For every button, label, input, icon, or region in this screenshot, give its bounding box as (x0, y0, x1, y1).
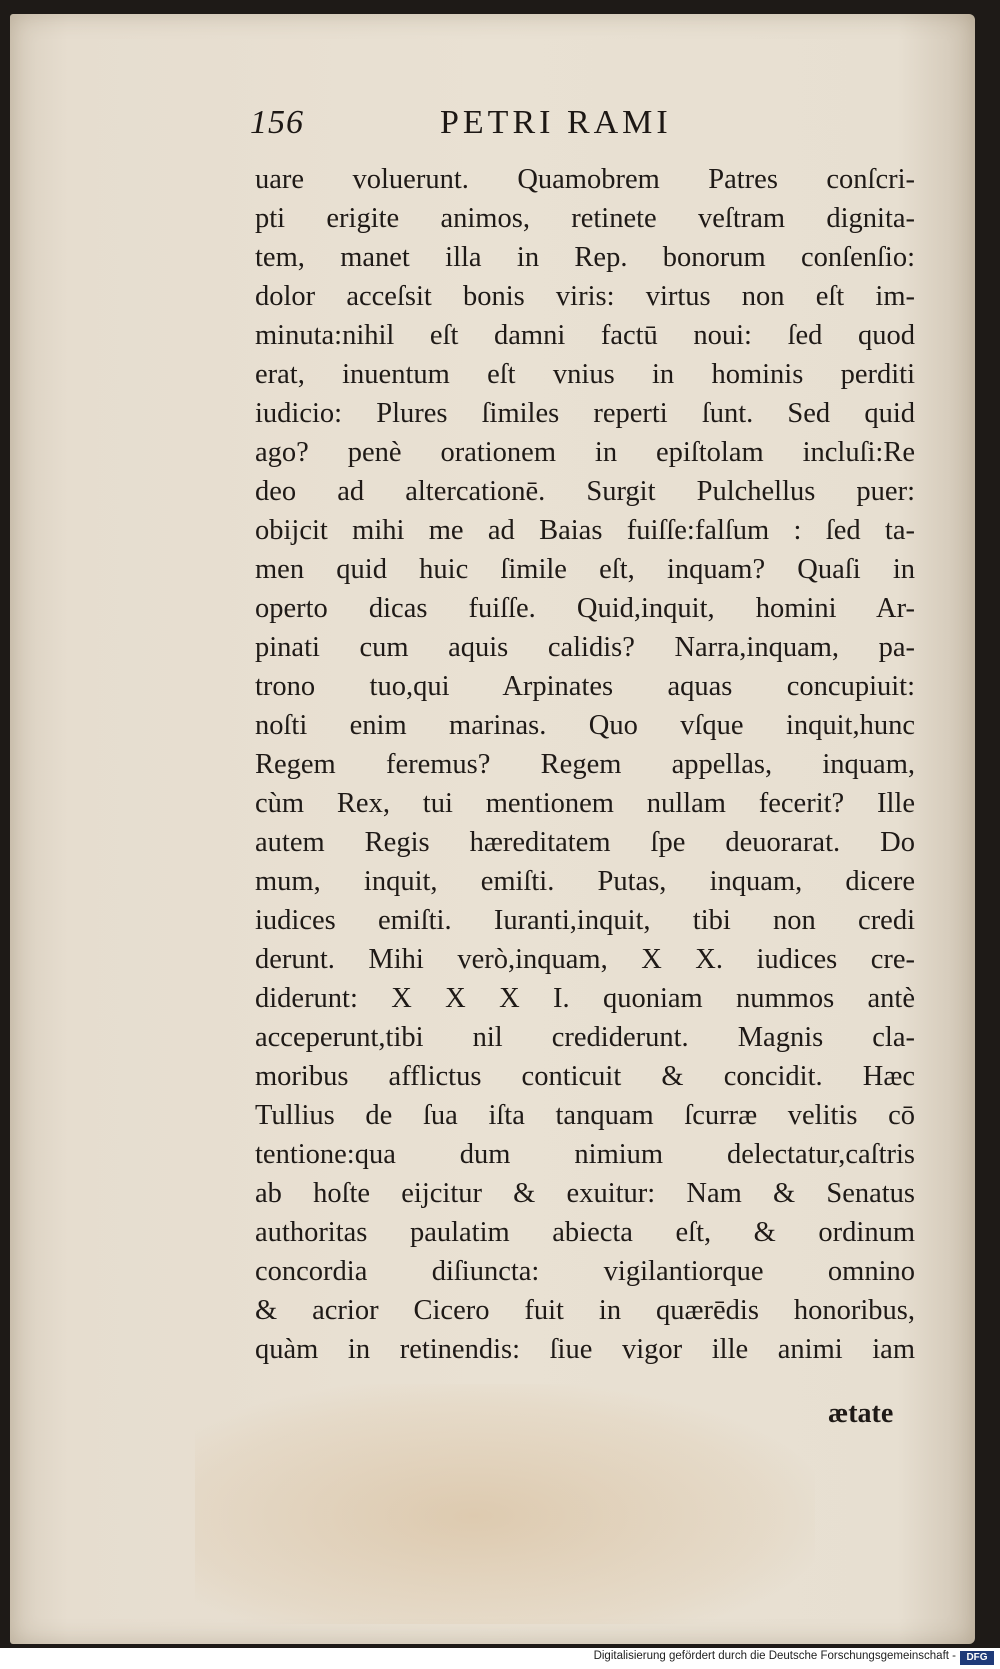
text-line: erat, inuentum eſt vnius in hominis perditi (255, 359, 915, 390)
text-line: men quid huic ſimile eſt, inquam? Quaſi in (255, 554, 915, 585)
text-line: dolor acceſsit bonis viris: virtus non eſt im- (255, 281, 915, 312)
running-head: PETRI RAMI (440, 104, 672, 141)
text-line: iudicio: Plures ſimiles reperti ſunt. Sed quid (255, 398, 915, 429)
body-text (255, 160, 915, 1369)
text-line: uare voluerunt. Quamobrem Patres conſcri- (255, 164, 915, 195)
text-line: diderunt: X X X I. quoniam nummos antè (255, 983, 915, 1014)
text-line: & acrior Cicero fuit in quærēdis honoribus, (255, 1295, 915, 1326)
dfg-logo: DFG (960, 1651, 994, 1665)
text-line: derunt. Mihi verò,inquam, X X. iudices cre- (255, 944, 915, 975)
footer-credit: Digitalisierung gefördert durch die Deutsche Forschungsgemeinschaft - (593, 1650, 956, 1662)
text-line: moribus afflictus conticuit & concidit. Hæc (255, 1061, 915, 1092)
water-stain (195, 1384, 815, 1624)
page-number: 156 (250, 104, 304, 141)
text-line: autem Regis hæreditatem ſpe deuorarat. Do (255, 827, 915, 858)
text-line: operto dicas fuiſſe. Quid,inquit, homini Ar- (255, 593, 915, 624)
text-line: acceperunt,tibi nil crediderunt. Magnis cla- (255, 1022, 915, 1053)
text-line: Regem feremus? Regem appellas, inquam, (255, 749, 915, 780)
text-line: Tullius de ſua iſta tanquam ſcurræ velitis cō (255, 1100, 915, 1131)
text-line: trono tuo,qui Arpinates aquas concupiuit: (255, 671, 915, 702)
text-line: cùm Rex, tui mentionem nullam fecerit? Ille (255, 788, 915, 819)
text-line: concordia diſiuncta: vigilantiorque omnino (255, 1256, 915, 1287)
text-line: ab hoſte eijcitur & exuitur: Nam & Senatus (255, 1178, 915, 1209)
text-line: minuta:nihil eſt damni factū noui: ſed quod (255, 320, 915, 351)
text-line: mum, inquit, emiſti. Putas, inquam, dicere (255, 866, 915, 897)
text-line: ago? penè orationem in epiſtolam incluſi:Re (255, 437, 915, 468)
text-line: obijcit mihi me ad Baias fuiſſe:falſum : ſed ta- (255, 515, 915, 546)
text-line: deo ad altercationē. Surgit Pulchellus puer: (255, 476, 915, 507)
text-line: pti erigite animos, retinete veſtram dignita- (255, 203, 915, 234)
text-line: quàm in retinendis: ſiue vigor ille animi iam (255, 1334, 915, 1365)
text-line: noſti enim marinas. Quo vſque inquit,hunc (255, 710, 915, 741)
text-line: pinati cum aquis calidis? Narra,inquam, pa- (255, 632, 915, 663)
text-line: iudices emiſti. Iuranti,inquit, tibi non credi (255, 905, 915, 936)
text-line: tentione:qua dum nimium delectatur,caſtris (255, 1139, 915, 1170)
text-line: authoritas paulatim abiecta eſt, & ordinum (255, 1217, 915, 1248)
catchword: ætate (828, 1398, 894, 1429)
text-line: tem, manet illa in Rep. bonorum conſenſio: (255, 242, 915, 273)
footer-bar (0, 1648, 1000, 1669)
